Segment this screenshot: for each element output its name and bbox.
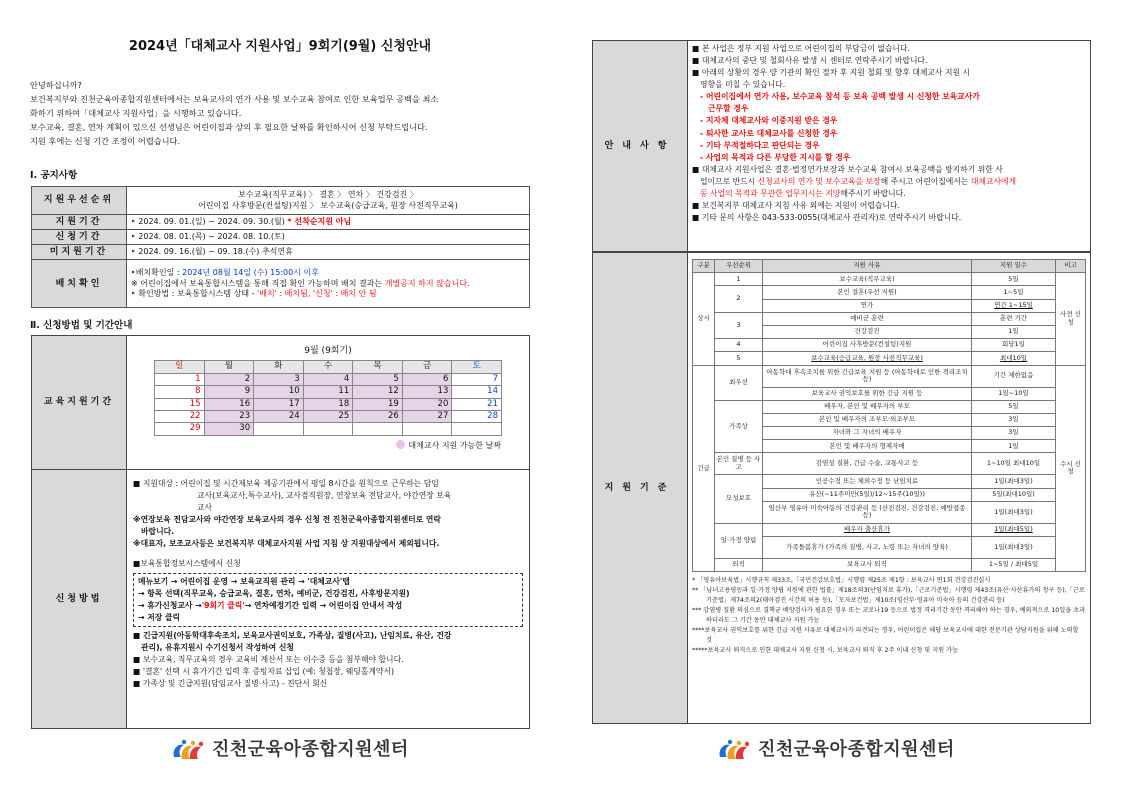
priority-cell: 3	[715, 312, 763, 338]
guide-line: ■ 대체교사 지원사업은 결혼·법정연가보장과 보수교육 참여시 보육공백을 방지하기 위한 사	[692, 164, 1003, 174]
calendar-day: 7	[452, 373, 502, 385]
calendar-day: 12	[353, 386, 403, 398]
calendar-day: 2	[204, 373, 254, 385]
note-line: ※대표자, 보조교사등은 보건복지부 대체교사지원 사업 지침 상 지원대상에서 제외됩니다.	[133, 539, 440, 549]
priority-cell: 5	[715, 352, 763, 365]
apply-method-label: 신청방법	[32, 470, 127, 728]
center-logo	[170, 737, 409, 763]
priority-cell: 모성보호	[715, 475, 763, 523]
weekday-header: 월	[204, 361, 254, 373]
days-cell: 5일	[972, 400, 1056, 413]
guide-line: 영향을 미칠 수 있습니다.	[700, 80, 786, 90]
apply-period-label: 신청기간	[32, 230, 127, 245]
calendar-day: 10	[254, 386, 304, 398]
priority-cell: 일·가정 양립	[715, 523, 763, 558]
intro-line: 화하기 위하여「대체교사 지원사업」을 시행하고 있습니다.	[30, 108, 242, 119]
calendar	[154, 360, 502, 436]
calendar-day: 25	[303, 411, 353, 423]
support-period-note: * 선착순지원 아님	[287, 216, 352, 226]
menu-path-box	[133, 573, 523, 627]
note-line: ※연장보육 전담교사와 야간연장 보육교사의 경우 신청 전 진천군육아종합지원센터로 연락	[133, 515, 441, 525]
method-table	[31, 335, 530, 729]
priority-line: 어린이집 사후방문(컨설팅)지원 〉 보수교육(승급교육, 원장 사전직무교육)	[198, 200, 458, 210]
guide-text-red: 대체교사에게	[970, 176, 1017, 186]
calendar-day	[303, 423, 353, 435]
criteria-table	[692, 259, 1086, 572]
reason-cell: 건강검진	[763, 325, 972, 338]
priority-cell: 퇴직	[715, 559, 763, 572]
calendar-day: 29	[155, 423, 205, 435]
confirm-date: 2024년 08월 14일 (수) 15:00시 이후	[182, 267, 319, 277]
calendar-day: 15	[155, 398, 205, 410]
calendar-day: 5	[353, 373, 403, 385]
edu-period-row	[32, 336, 529, 470]
menu-step-red: '9회기 클릭'	[201, 600, 245, 610]
footnote: ** 「남녀고용평등과 일·가정 양립 지원에 관한 법률」제18조의3(난임치료 휴가),「근로기준법」시행령 제43조(유산·사산휴가의 청구 등),「근로기준법」제74조의2(태아검진 시간의 허용 등),「모자보건법」제10조(임산부·영유아 미숙아 등의 건강관리 등)	[692, 587, 1085, 605]
calendar-day: 18	[303, 398, 353, 410]
criteria-label: 지원기준	[593, 253, 688, 723]
days-cell: 훈련 기간	[972, 312, 1056, 325]
note-line: 바랍니다.	[141, 527, 175, 537]
weekday-header: 화	[254, 361, 304, 373]
intro-line: 보수교육, 결혼, 연차 계획이 있으신 선생님은 어린이집과 상의 후 필요한 날짜를 확인하시어 신청 부탁드립니다.	[30, 122, 428, 133]
th-days: 지원 일수	[972, 260, 1056, 273]
priority-cell: 가족상	[715, 400, 763, 453]
footnote: *** 감염병 질환 의심으로 결핵균 배양검사가 필요한 경우 또는 코로나19 등으로 법정 격리기간 동안 격리해야 하는 경우, 예외적으로 10일을 초과하더라도 그 기간 동안 대체교사 지원 가능	[692, 606, 1086, 624]
calendar-day: 21	[452, 398, 502, 410]
days-cell: 1일(최대3일)	[972, 537, 1056, 559]
legend-dot-icon	[396, 440, 405, 449]
nosupport-period-value: ‣ 2024. 09. 16.(월) ~ 09. 18.(수) 추석연휴	[127, 245, 530, 260]
days-cell: 1일	[972, 440, 1056, 453]
th-category: 구분	[693, 260, 715, 273]
menu-step: → 저장 클릭	[138, 612, 181, 622]
placement-check-value	[127, 260, 530, 308]
calendar-day: 30	[204, 423, 254, 435]
note-urgent: 수시 신청	[1056, 365, 1086, 572]
days-cell: 3일	[972, 413, 1056, 426]
apply-period-value: ‣ 2024. 08. 01.(목) ~ 2024. 08. 10.(토)	[127, 230, 530, 245]
menu-step: → 항목 선택(직무교육, 승급교육, 결혼, 연차, 예비군, 건강검진, 사후방문지원)	[138, 588, 410, 598]
weekday-header: 일	[155, 361, 205, 373]
days-cell: 1~10일 최대10일	[972, 453, 1056, 475]
menu-step: 메뉴보기 → 어린이집 운영 → 보육교직원 관리 → '대체교사'탭	[138, 576, 350, 586]
guide-text-red: 동 사업의 목적과 무관한 업무지시는 지양	[700, 188, 841, 198]
reason-cell: 연가	[763, 299, 972, 312]
calendar-day: 17	[254, 398, 304, 410]
criteria-body	[688, 253, 1090, 723]
reason-cell: 보수교육(승급교육, 원장 사전직무교육)	[763, 352, 972, 365]
guide-red-line: - 기타 부적절하다고 판단되는 경우	[700, 140, 820, 150]
reason-cell: 유산(~11주미만(5일)/12~15주(10일))	[763, 488, 972, 501]
calendar-day: 9	[204, 386, 254, 398]
calendar-day: 3	[254, 373, 304, 385]
calendar-day: 4	[303, 373, 353, 385]
guide-red-line: - 지자체 대체교사와 이중지원 받은 경우	[700, 116, 838, 126]
menu-step: → 휴가신청교사 →	[138, 600, 202, 610]
calendar-day: 24	[254, 411, 304, 423]
weekday-header: 토	[452, 361, 502, 373]
intro-text	[30, 78, 535, 149]
placement-check-label: 배치확인	[32, 260, 127, 308]
weekday-header: 금	[402, 361, 452, 373]
days-cell: 최대10일	[972, 352, 1056, 365]
reason-cell: 배우자, 본인 및 배우자의 부모	[763, 400, 972, 413]
calendar-legend	[133, 440, 501, 452]
center-logo-icon	[170, 737, 204, 763]
reason-cell: 어린이집 사후방문(컨설팅)지원	[763, 339, 972, 352]
guide-text: 해주시기 바랍니다.	[840, 188, 906, 198]
guide-text: 업이므로 반드시	[700, 176, 758, 186]
calendar-day: 6	[402, 373, 452, 385]
bullet-line: ■ 보수교육, 직무교육의 경우 교육비 계산서 또는 이수증 등을 첨부해야 합니다.	[133, 655, 404, 665]
days-cell: 1일	[972, 325, 1056, 338]
note-regular: 사전 신청	[1056, 273, 1086, 365]
calendar-day: 19	[353, 398, 403, 410]
reason-cell: 보육교사 퇴직	[763, 559, 972, 572]
reason-cell: 가족돌봄휴가 (가족의 질병, 사고, 노령 또는 자녀의 양육)	[763, 537, 972, 559]
center-logo-text: 진천군육아종합지원센터	[758, 738, 955, 760]
calendar-day: 20	[402, 398, 452, 410]
support-period-value	[127, 215, 530, 230]
guide-line: ■ 기타 문의 사항은 043-533-0055(대체교사 관리자)로 연락주시기 바랍니다.	[692, 213, 962, 223]
guide-body	[688, 41, 1090, 251]
reason-cell: 아동학대 후속조치를 위한 긴급보육 지원 등 (아동학대로 인한 격리조치 등)	[763, 365, 972, 387]
priority-cell: 최우선	[715, 365, 763, 400]
calendar-day: 13	[402, 386, 452, 398]
confirm-note: ※ 어린이집에서 보육통합시스템을 통해 직접 확인 가능하며 배치 결과는	[131, 278, 385, 288]
reason-cell: 예비군 훈련	[763, 312, 972, 325]
reason-cell: 본인 및 배우자의 형제자매	[763, 440, 972, 453]
calendar-day: 1	[155, 373, 205, 385]
page-right	[561, 0, 1121, 793]
calendar-day	[353, 423, 403, 435]
weekday-header: 수	[303, 361, 353, 373]
priority-cell: 본인 질병 등 사고	[715, 453, 763, 475]
th-note: 비고	[1056, 260, 1086, 273]
days-cell: 1~5일	[972, 286, 1056, 299]
guide-text: 해 주시고 어린이집에서는	[880, 176, 971, 186]
apply-method-row	[32, 470, 529, 728]
reason-cell: 보수교육(직무교육)	[763, 273, 972, 286]
footnote: *****보육교사 퇴직으로 인한 대체교사 지원 신청 시, 보육교사 퇴직 후 2주 이내 신청 및 지원 가능	[692, 646, 959, 654]
reason-cell: 자녀와 그 자녀의 배우자	[763, 427, 972, 440]
notice-table	[31, 186, 530, 308]
calendar-day: 22	[155, 411, 205, 423]
calendar-day: 26	[353, 411, 403, 423]
criteria-box	[592, 252, 1091, 724]
center-logo	[716, 737, 955, 763]
priority-cell: 4	[715, 339, 763, 352]
priority-cell: 2	[715, 286, 763, 312]
guide-line: ■ 대체교사의 중단 및 철회사유 발생 시 센터로 연락주시기 바랍니다.	[692, 56, 928, 66]
reason-cell: 본인 결혼(우선 지원)	[763, 286, 972, 299]
calendar-day: 16	[204, 398, 254, 410]
days-cell: 1일(최대5일)	[972, 523, 1056, 536]
guide-line: ■ 보건복지부 대체교사 지침 사유 외에는 지원이 어렵습니다.	[692, 201, 900, 211]
calendar-day	[254, 423, 304, 435]
guide-red-line: 근무할 경우	[708, 104, 749, 114]
reason-cell: 본인 및 배우자의 조부모·외조부모	[763, 413, 972, 426]
calendar-day: 23	[204, 411, 254, 423]
reason-cell: 보육교사 권익보호를 위한 긴급 지원 등	[763, 387, 972, 400]
confirm-method-red: '배치' : 배치됨, '신청' : 배치 안 됨	[257, 289, 377, 299]
guide-line: ■ 아래의 상황의 경우 양 기관의 확인 절차 후 지원 철회 및 향후 대체교사 지원 시	[692, 68, 971, 78]
days-cell: 회당1일	[972, 339, 1056, 352]
category-urgent: 긴급	[693, 365, 715, 572]
menu-step: → 연차예정기간 입력 → 어린이집 안내서 작성	[244, 600, 403, 610]
weekday-header: 목	[353, 361, 403, 373]
reason-cell: 감염성 질환, 긴급 수술, 교통사고 등	[763, 453, 972, 475]
calendar-day	[452, 423, 502, 435]
confirm-date-label: ‣배치확인일 :	[131, 267, 183, 277]
days-cell: 5일(최대10일)	[972, 488, 1056, 501]
days-cell: 5일	[972, 273, 1056, 286]
confirm-method: ‣ 확인방법 : 보육통합시스템 상태 -	[131, 289, 258, 299]
days-cell: 1일(최대3일)	[972, 475, 1056, 488]
th-priority: 우선순위	[715, 260, 763, 273]
category-regular: 상시	[693, 273, 715, 365]
guide-red-line: - 퇴사한 교사로 대체교사를 신청한 경우	[700, 128, 838, 138]
reason-cell: 임산부 영유아 미숙아동의 건강관리 등 (산전검진, 건강검진, 예방접종 등)	[763, 501, 972, 523]
footnotes	[692, 576, 1086, 655]
bullet-line: ■ '결혼' 선택 시 휴가기간 입력 후 증빙자료 삽입 (예: 청첩장, 웨딩홀계약서)	[133, 667, 394, 677]
guide-red-line: - 사업의 목적과 다른 부당한 지시를 할 경우	[700, 152, 851, 162]
calendar-day	[402, 423, 452, 435]
calendar-title: 9월 (9회기)	[304, 346, 352, 356]
calendar-area	[127, 336, 529, 469]
th-reason: 지원 사유	[763, 260, 972, 273]
document-title: 2024년「대체교사 지원사업」9회기(9월) 신청안내	[128, 39, 432, 54]
target-line: 교사(보육교사,특수교사), 교사겸직원장, 연장보육 전담교사, 야간연장 보육	[197, 491, 452, 501]
edu-period-label: 교육지원기간	[32, 336, 127, 469]
intro-line: 보건복지부와 진천군육아종합지원센터에서는 보육교사의 연가 사용 및 보수교육 참여로 인한 보육업무 공백을 최소	[30, 94, 439, 105]
priority-value	[127, 187, 530, 215]
intro-line: 지원 후에는 신청 기간 조정이 어렵습니다.	[30, 136, 181, 147]
priority-cell: 1	[715, 273, 763, 286]
reason-cell: 인공수정 또는 체외수정 등 난임치료	[763, 475, 972, 488]
reason-cell: 배우자 출산휴가	[763, 523, 972, 536]
section-title-method: Ⅱ. 신청방법 및 기간안내	[30, 320, 133, 331]
legend-text: 대체교사 지원 가능한 날짜	[408, 440, 501, 450]
support-period-label: 지원기간	[32, 215, 127, 230]
apply-method-body	[127, 470, 529, 728]
bullet-line: ■ 가족상 및 긴급지원(담임교사 질병·사고) - 진단서 회신	[133, 679, 328, 689]
guide-red-line: - 어린이집에서 연가 사용, 보수교육 참석 등 보육 공백 발생 시 신청한 보육교사가	[700, 92, 980, 102]
confirm-note-red: 개별공지 하지 않습니다.	[384, 278, 470, 288]
days-cell: 3일	[972, 427, 1056, 440]
system-line: ■보육통합정보시스템에서 신청	[133, 559, 241, 569]
calendar-day: 14	[452, 386, 502, 398]
days-cell: 1일(최대3일)	[972, 501, 1056, 523]
days-cell: 기간 제한없음	[972, 365, 1056, 387]
center-logo-text: 진천군육아종합지원센터	[212, 738, 409, 760]
footnote: * 「영유아보육법」시행규칙 제33조,「국민건강보호법」시행령 제25조 제1항 : 보육교사 연1회 건강검진실시	[692, 577, 991, 585]
calendar-day: 8	[155, 386, 205, 398]
target-line: ■ 지원대상 : 어린이집 및 시간제보육 제공기관에서 평일 8시간을 원칙으로 근무하는 담임	[133, 479, 439, 488]
calendar-day: 27	[402, 411, 452, 423]
urgent-line: 관리), 유휴지원시 수기신청서 작성하여 신청	[141, 642, 294, 652]
days-cell: 1~5일 / 최대5일	[972, 559, 1056, 572]
guide-line: ■ 본 사업은 정부 지원 사업으로 어린이집의 부담금이 없습니다.	[692, 44, 910, 53]
priority-line: 보수교육(직무교육) 〉 결혼 〉 연차 〉 건강검진 〉	[238, 189, 418, 199]
center-logo-icon	[716, 737, 750, 763]
days-cell: 연간 1~15일	[972, 299, 1056, 312]
intro-line: 안녕하십니까?	[30, 80, 82, 90]
days-cell: 1일~10일	[972, 387, 1056, 400]
priority-label: 지원우선순위	[32, 187, 127, 215]
calendar-day: 11	[303, 386, 353, 398]
guide-label: 안내사항	[593, 41, 688, 251]
guide-text-red: 신청교사의 연가 및 보수교육을 보장	[757, 176, 881, 186]
target-line: 교사	[197, 503, 213, 513]
support-period-dates: ‣ 2024. 09. 01.(일) ~ 2024. 09. 30.(월)	[131, 216, 285, 226]
nosupport-period-label: 미지원기간	[32, 245, 127, 260]
guide-box	[592, 40, 1091, 252]
page-left	[0, 0, 560, 793]
urgent-line: ■ 긴급지원(아동학대후속조치, 보육교사권익보호, 가족상, 질병(사고), 난임치료, 유산, 건강	[133, 630, 452, 640]
section-title-notice: Ⅰ. 공지사항	[30, 170, 78, 181]
calendar-day: 28	[452, 411, 502, 423]
footnote: ****보육교사 권익보호를 위한 긴급 지원 사유로 대체교사가 파견되는 경우, 어린이집은 해당 보육교사에 대한 전문기관 상담지원을 위해 노력할 것	[692, 626, 1079, 644]
